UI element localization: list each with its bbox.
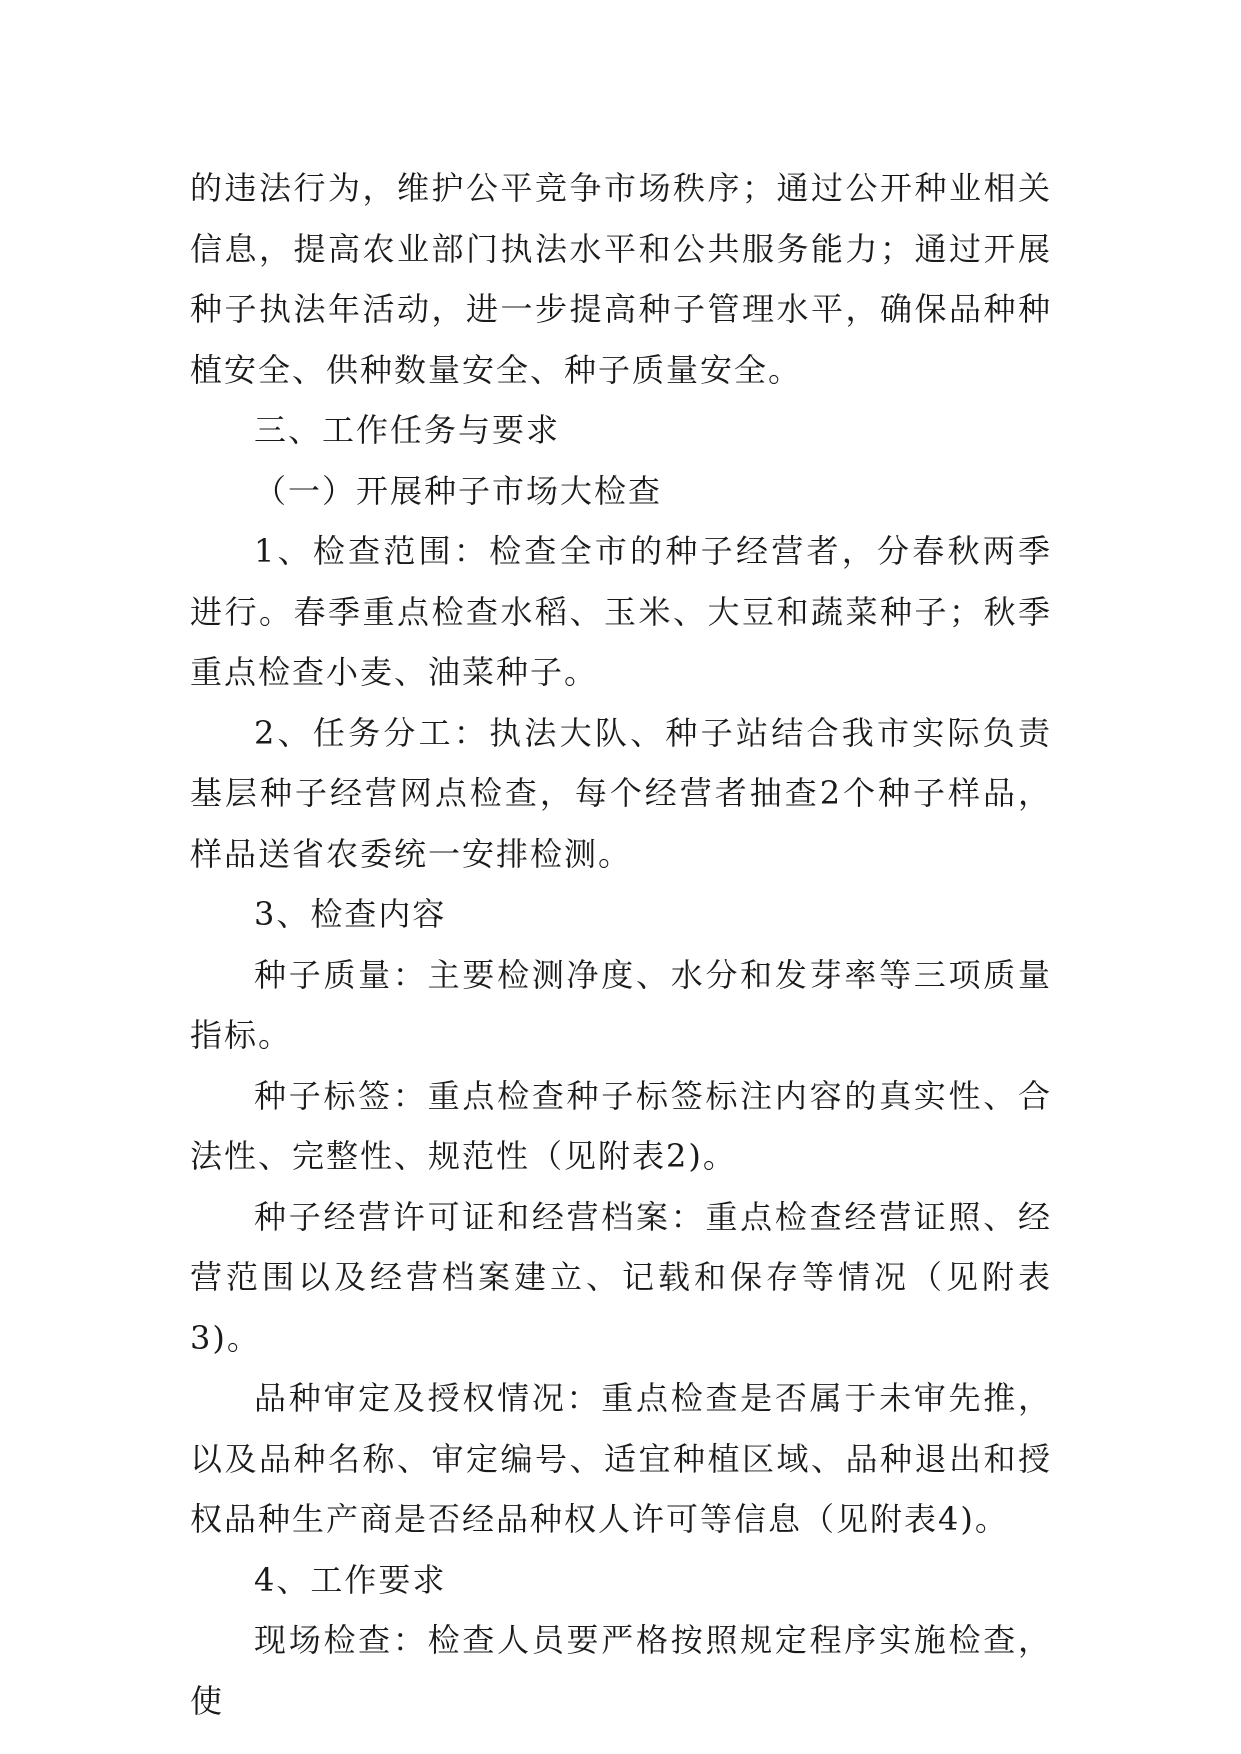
body-paragraph: 种子质量：主要检测净度、水分和发芽率等三项质量指标。 [190, 955, 1052, 1054]
body-paragraph: 2、任务分工：执法大队、种子站结合我市实际负责基层种子经营网点检查，每个经营者抽查2个种子样品，样品送省农委统一安排检测。 [190, 713, 1052, 873]
body-paragraph: 品种审定及授权情况：重点检查是否属于未审先推，以及品种名称、审定编号、适宜种植区域、品种退出和授权品种生产商是否经品种权人许可等信息（见附表4)。 [190, 1379, 1052, 1538]
section-heading: 三、工作任务与要求 [254, 411, 561, 449]
item-heading: 4、工作要求 [254, 1560, 447, 1599]
body-paragraph: 种子标签：重点检查种子标签标注内容的真实性、合法性、完整性、规范性（见附表2)。 [190, 1076, 1052, 1175]
document-page [190, 158, 1052, 1731]
item-heading: 3、检查内容 [254, 895, 447, 933]
subsection-heading: （一）开展种子市场大检查 [254, 471, 663, 510]
body-paragraph: 现场检查：检查人员要严格按照规定程序实施检查，使 [190, 1621, 1052, 1720]
body-paragraph: 种子经营许可证和经营档案：重点检查经营证照、经营范围以及经营档案建立、记载和保存等情况（见附表3)。 [190, 1197, 1052, 1357]
body-paragraph: 1、检查范围：检查全市的种子经营者，分春秋两季进行。春季重点检查水稻、玉米、大豆和蔬菜种子；秋季重点检查小麦、油菜种子。 [190, 532, 1052, 691]
body-paragraph: 的违法行为，维护公平竞争市场秩序；通过公开种业相关信息，提高农业部门执法水平和公共服务能力；通过开展种子执法年活动，进一步提高种子管理水平，确保品种种植安全、供种数量安全、种子质量安全。 [190, 169, 1052, 389]
